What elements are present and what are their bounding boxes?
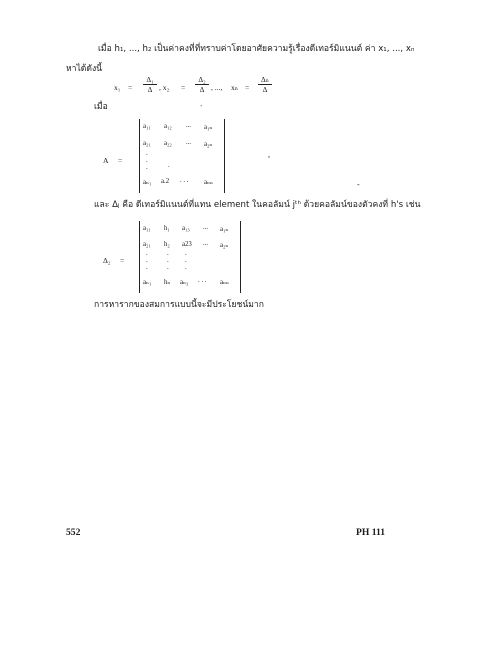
page-number: 552 [66,527,81,538]
scan-speck: ` [200,104,203,113]
cramer-numerator-1: Δ₁ [146,75,154,84]
cramer-equals-1: = [128,83,133,92]
cramer-fraction-1 [141,75,159,94]
matrix-a-equals: = [118,156,123,165]
cramer-denominator-1: Δ [147,85,153,94]
cramer-denominator-n: Δ [262,85,268,94]
cramer-equals-n: = [245,83,250,92]
cramer-equals-2: = [181,83,186,92]
matrix-a-label: A [103,156,109,165]
vertical-dot: . [146,249,148,257]
matrix-delta2-cell: h₂ [164,241,170,248]
vertical-dot: . [185,256,187,264]
matrix-a-cell: aₙ₁ [143,179,152,186]
matrix-delta2-equals: = [120,256,125,265]
matrix-a-cell: ... [186,139,192,146]
paragraph-intro: เมื่อ h₁, ..., h₂ เป็นค่าคงที่ที่ทราบค่าโดยอาศัยความรู้เรื่องดีเทอร์มิแนนต์ ค่า x₁, ..., xₙ [98,44,415,54]
matrix-delta2-cell: . . . [198,277,207,284]
matrix-delta2-cell: a₂₁ [143,241,151,248]
matrix-a-cell: a₂₂ [164,140,172,147]
cramer-fraction-2 [193,75,211,94]
course-code: PH 111 [356,527,386,538]
vertical-dot: . [146,263,148,271]
paragraph-delta-definition: และ Δⱼ คือ ดีเทอร์มิแนนต์ที่แทน element ในคอลัมน์ jᵗʰ ด้วยคอลัมน์ของตัวคงที่ h's เช่น [94,200,421,210]
cramer-denominator-2: Δ [199,85,205,94]
cramer-x2: , x₂ [159,83,170,92]
where-label: เมื่อ [94,102,108,112]
matrix-a-cell: . . . [180,177,189,184]
vertical-dot: . [167,256,169,264]
vertical-dot: . [167,249,169,257]
matrix-delta2-cell: h₁ [164,225,170,232]
matrix-a-cell: a₁₂ [164,123,172,130]
matrix-delta2-determinant [139,221,241,293]
matrix-a-cell: a₂ₙ [204,141,213,148]
matrix-delta2-cell: aₙ₁ [143,279,152,286]
vertical-dot: . [185,263,187,271]
vertical-dot: . [146,163,148,171]
matrix-a-cell: a₁ₙ [204,124,213,131]
matrix-delta2-cell: a23 [182,241,192,248]
vertical-dot: . [146,156,148,164]
vertical-dot: . [168,161,170,169]
matrix-delta2-cell: a₁₃ [182,225,190,232]
matrix-a-cell: ... [186,122,192,129]
vertical-dot: . [146,256,148,264]
cramer-numerator-n: Δₙ [261,75,269,84]
vertical-dot: . [167,263,169,271]
matrix-delta2-cell: a₁ₙ [220,226,229,233]
matrix-a-cell: a₁₁ [143,123,151,130]
matrix-a-cell: a₂₁ [143,140,151,147]
cramer-ellipsis: , ..., [211,83,223,92]
scan-speck: - [357,180,360,189]
vertical-dot: . [185,249,187,257]
cramer-fraction-n [256,75,274,94]
matrix-delta2-cell: aₙ₃ [180,279,189,286]
vertical-dot: . [146,149,148,157]
paragraph-conclusion: การหารากของสมการแบบนี้จะมีประโยชน์มาก [94,300,264,310]
paragraph-intro-continuation: หาได้ดังนี้ [66,64,103,74]
matrix-delta2-cell: a₂ₙ [220,242,229,249]
matrix-delta2-cell: ... [203,224,209,231]
scan-speck: , [268,150,270,159]
cramer-xn: xₙ [231,83,239,92]
matrix-a-determinant [139,119,225,193]
matrix-delta2-label: Δ₂ [103,256,111,265]
matrix-delta2-cell: hₙ [164,279,171,286]
matrix-delta2-cell: ... [203,240,209,247]
cramer-numerator-2: Δ₂ [198,75,206,84]
cramer-x1: x₁ [114,83,121,92]
matrix-delta2-cell: aₙₙ [220,279,229,286]
matrix-a-cell: aₙₙ [204,179,213,186]
matrix-delta2-cell: a₁₁ [143,225,151,232]
matrix-a-cell: a.2 [161,178,170,185]
